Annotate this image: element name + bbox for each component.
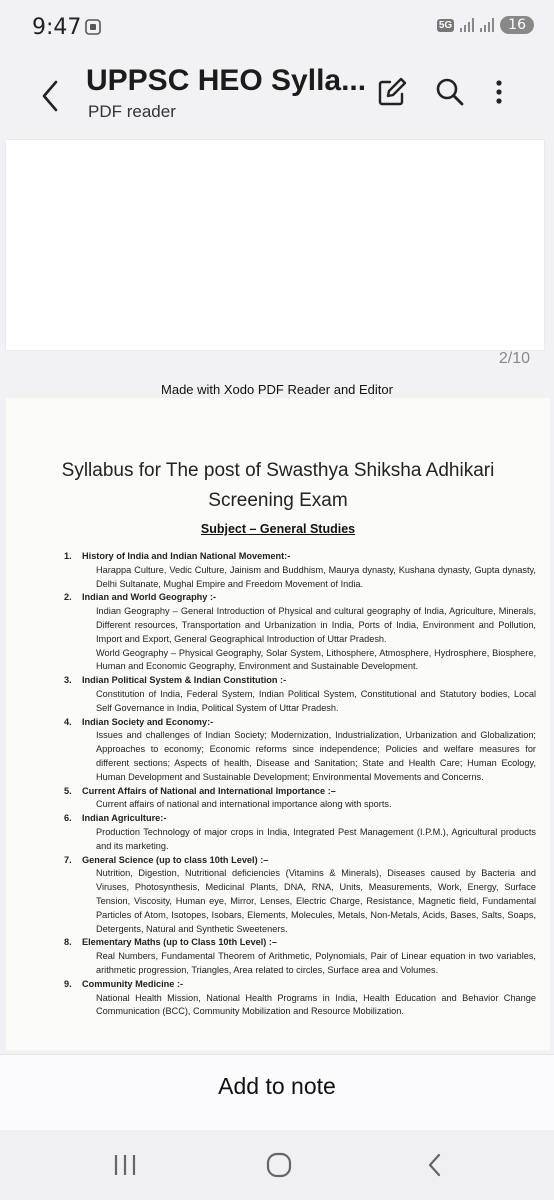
signal-icon-2 [480, 18, 494, 32]
item-heading: Current Affairs of National and International Importance :– [82, 785, 336, 796]
back-nav-icon[interactable] [420, 1150, 450, 1180]
item-number: 9. [64, 978, 72, 989]
item-number: 6. [64, 813, 72, 824]
item-heading: General Science (up to class 10th Level) :– [82, 854, 269, 865]
item-body: Constitution of India, Federal System, Indian Political System, Constitutional and Statutory bodies, Local Self Governance in India, Political System of Uttar Pradesh. [96, 688, 536, 713]
item-heading: Indian and World Geography :- [82, 592, 217, 603]
syllabus-title-line2: Screening Exam [208, 490, 348, 511]
recent-apps-icon[interactable] [110, 1150, 140, 1180]
network-type: 5G [438, 19, 453, 31]
status-bar [0, 0, 554, 56]
list-item [64, 936, 536, 977]
item-heading: Indian Political System & Indian Constitution :- [82, 675, 287, 686]
list-item [64, 978, 536, 1019]
item-number: 3. [64, 675, 72, 686]
edit-icon[interactable] [374, 74, 410, 110]
item-body: Real Numbers, Fundamental Theorem of Arithmetic, Polynomials, Pair of Linear equation in two variables, arithmetic progression, Triangles, Area related to circles, Surface area and Volumes. [96, 951, 536, 975]
subject-heading: Subject – General Studies [200, 522, 356, 536]
more-options-icon[interactable] [484, 74, 514, 110]
item-body-2: World Geography – Physical Geography, Solar System, Lithosphere, Atmosphere, Hydrosphere, Biosphere, Human and Economic Geography, Environment and Sustainable Development. [96, 647, 536, 672]
app-subtitle: PDF reader [88, 102, 176, 121]
add-to-note-button[interactable]: Add to note [218, 1073, 336, 1099]
battery-indicator: 16 [500, 16, 534, 34]
list-item [64, 785, 536, 813]
screenshot-icon [84, 18, 102, 36]
system-nav-bar [0, 1130, 554, 1200]
list-item [64, 716, 536, 785]
item-body: Nutrition, Digestion, Nutritional deficiencies (Vitamins & Minerals), Diseases caused by Bacteria and Viruses, Photosynthesis, Medicinal Plants, DNA, RNA, Units, Measurements, Work, Energy, Surface Tension, Viscosity, Human eye, Mirror, Lenses, Electric Charge, Resistance, Magnetic field, Fundamental Particles of Atom, Isotopes, Isobars, Elements, Molecules, Metals, Non-Metals, Acids, Bases, Salts, Soaps, Detergents, Natural and Synthetic Sweeteners. [96, 868, 536, 934]
list-item [64, 674, 536, 715]
item-body: Current affairs of national and international importance along with sports. [96, 799, 392, 810]
syllabus-title-line1: Syllabus for The post of Swasthya Shiksha Adhikari [61, 460, 495, 481]
item-number: 8. [64, 937, 72, 948]
page-indicator: 2/10 [498, 350, 530, 367]
xodo-watermark: Made with Xodo PDF Reader and Editor [161, 382, 393, 397]
item-heading: Elementary Maths (up to Class 10th Level) :– [82, 937, 278, 948]
item-number: 2. [64, 592, 72, 603]
item-body: Production Technology of major crops in India, Integrated Pest Management (I.P.M.), Agricultural products and its marketing. [96, 826, 536, 851]
item-heading: Community Medicine :- [82, 978, 184, 989]
pdf-page-2[interactable] [6, 398, 550, 1050]
bottom-action-bar [0, 1054, 554, 1131]
home-icon[interactable] [264, 1150, 294, 1180]
document-title: UPPSC HEO Sylla... [86, 64, 367, 97]
back-arrow-icon[interactable] [36, 76, 66, 116]
item-body: Indian Geography – General Introduction of Physical and cultural geography of India, Agriculture, Minerals, Different resources, Transportation and Urbanization in India, Ports of India, Environment and Pollution, Import and Export, General Geographical Introduction of Uttar Pradesh. [96, 606, 536, 644]
item-body: Harappa Culture, Vedic Culture, Jainism and Buddhism, Maurya dynasty, Kushana dynasty, Gupta dynasty, Delhi Sultanate, Mughal Empire and Freedom Movement of India. [96, 564, 536, 589]
item-heading: Indian Agriculture:- [82, 813, 167, 824]
search-icon[interactable] [432, 74, 468, 110]
status-time: 9:47 [32, 15, 82, 40]
pdf-page-1[interactable] [6, 140, 544, 350]
item-heading: Indian Society and Economy:- [82, 716, 214, 727]
list-item [64, 591, 536, 674]
item-number: 4. [64, 716, 72, 727]
item-number: 7. [64, 854, 72, 865]
list-item [64, 550, 536, 591]
app-bar [0, 56, 554, 138]
list-item [64, 854, 536, 937]
list-item [64, 812, 536, 853]
item-number: 5. [64, 785, 72, 796]
syllabus-title [6, 456, 550, 516]
item-heading: History of India and Indian National Movement:- [82, 551, 291, 561]
status-indicators [437, 16, 534, 34]
item-body: Issues and challenges of Indian Society; Modernization, Industrialization, Urbanization and Globalization; Approaches to economy; Economic reforms since independence; Policies and welfare measures for different sections; Aspects of health, Disease and Sanitation; State and Health Care; Human Ecology, Human Development and Sustainable Development; Environmental Movements and Concerns. [96, 730, 536, 782]
item-body: National Health Mission, National Health Programs in India, Health Education and Behavior Change Communication (BCC), Community Mobilization and Resource Mobilization. [96, 992, 536, 1017]
syllabus-list [64, 550, 536, 1019]
item-number: 1. [64, 551, 72, 561]
signal-icon [460, 18, 474, 32]
